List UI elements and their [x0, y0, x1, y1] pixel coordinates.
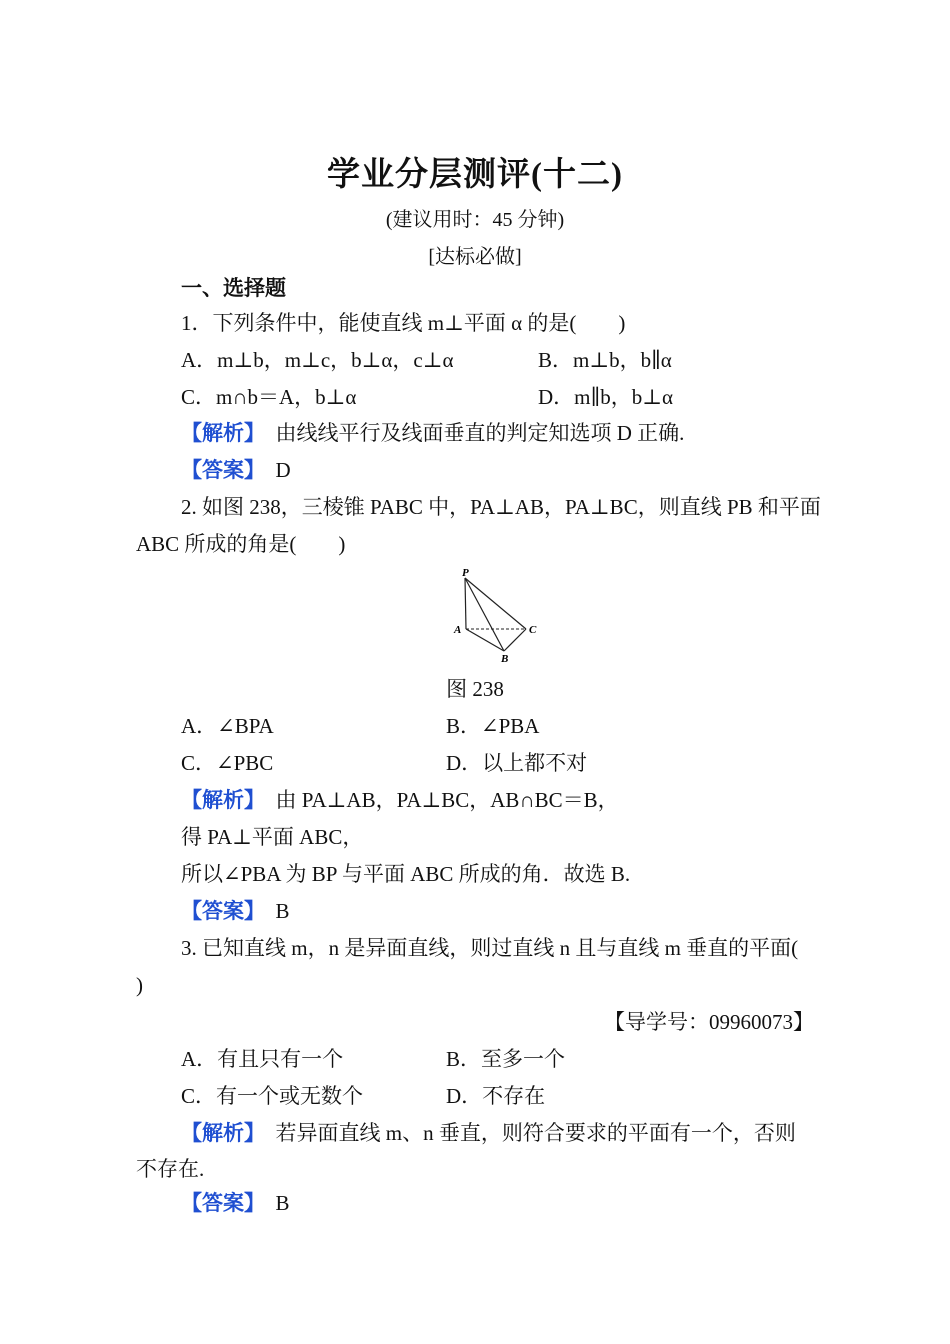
q1-answer — [181, 458, 291, 482]
analysis-label: 【解析】 — [181, 788, 265, 812]
edge-pa — [465, 578, 466, 629]
q3-answer — [181, 1191, 290, 1215]
q2-stem-line1: 2. 如图 238，三棱锥 PABC 中，PA⊥AB，PA⊥BC，则直线 PB 和平面 — [181, 495, 821, 519]
guide-number: 【导学号：09960073】 — [604, 1010, 814, 1034]
q1-analysis-text: 由线线平行及线面垂直的判定知选项 D 正确. — [275, 421, 685, 445]
label-b: B — [501, 653, 509, 664]
level-tag: [达标必做] — [428, 246, 522, 268]
page-title: 学业分层测评(十二) — [327, 157, 623, 193]
edge-pc — [465, 578, 526, 629]
q3-analysis-line2: 不存在. — [136, 1157, 205, 1181]
answer-label: 【答案】 — [181, 899, 265, 923]
q3-option-a: A．有且只有一个 — [181, 1047, 344, 1071]
q2-answer-value: B — [275, 899, 290, 923]
q1-option-d: D．m∥b，b⊥α — [538, 385, 673, 409]
label-c: C — [529, 624, 537, 636]
q2-option-d: D．以上都不对 — [446, 751, 588, 775]
q3-option-b: B．至多一个 — [446, 1047, 566, 1071]
q2-stem-line2: ABC 所成的角是( ) — [136, 532, 346, 556]
q3-answer-value: B — [275, 1191, 290, 1215]
q2-option-c: C．∠PBC — [181, 751, 274, 775]
q2-analysis — [181, 788, 619, 812]
edge-bc — [504, 629, 526, 651]
figure-caption: 图 238 — [446, 677, 504, 701]
q3-option-d: D．不存在 — [446, 1084, 546, 1108]
q2-option-b: B．∠PBA — [446, 714, 540, 738]
tetrahedron-figure — [450, 566, 545, 664]
q1-option-b: B．m⊥b，b∥α — [538, 348, 672, 372]
q3-analysis-line1: 若异面直线 m、n 垂直，则符合要求的平面有一个，否则 — [275, 1121, 796, 1145]
q2-analysis-line2: 得 PA⊥平面 ABC， — [181, 825, 364, 849]
q1-answer-value: D — [275, 458, 291, 482]
q1-analysis — [181, 421, 684, 445]
q1-option-a: A．m⊥b，m⊥c，b⊥α，c⊥α — [181, 348, 454, 372]
label-p: P — [462, 567, 469, 579]
q3-stem-line1: 3. 已知直线 m，n 是异面直线，则过直线 n 且与直线 m 垂直的平面( — [181, 936, 799, 960]
analysis-label: 【解析】 — [181, 421, 265, 445]
q2-analysis-line3: 所以∠PBA 为 BP 与平面 ABC 所成的角．故选 B. — [181, 862, 631, 886]
analysis-label: 【解析】 — [181, 1121, 265, 1145]
q3-analysis — [181, 1121, 796, 1145]
section-heading: 一、选择题 — [181, 276, 286, 300]
answer-label: 【答案】 — [181, 1191, 265, 1215]
label-a: A — [454, 624, 462, 636]
time-note: (建议用时：45 分钟) — [385, 209, 565, 231]
q3-stem-line2: ) — [136, 973, 143, 997]
q2-analysis-line1: 由 PA⊥AB，PA⊥BC，AB∩BC＝B， — [275, 788, 619, 812]
q2-answer — [181, 899, 290, 923]
q3-option-c: C．有一个或无数个 — [181, 1084, 364, 1108]
q1-stem: 1．下列条件中，能使直线 m⊥平面 α 的是( ) — [181, 311, 626, 335]
answer-label: 【答案】 — [181, 458, 265, 482]
q1-option-c: C．m∩b＝A，b⊥α — [181, 385, 357, 409]
q2-option-a: A．∠BPA — [181, 714, 274, 738]
